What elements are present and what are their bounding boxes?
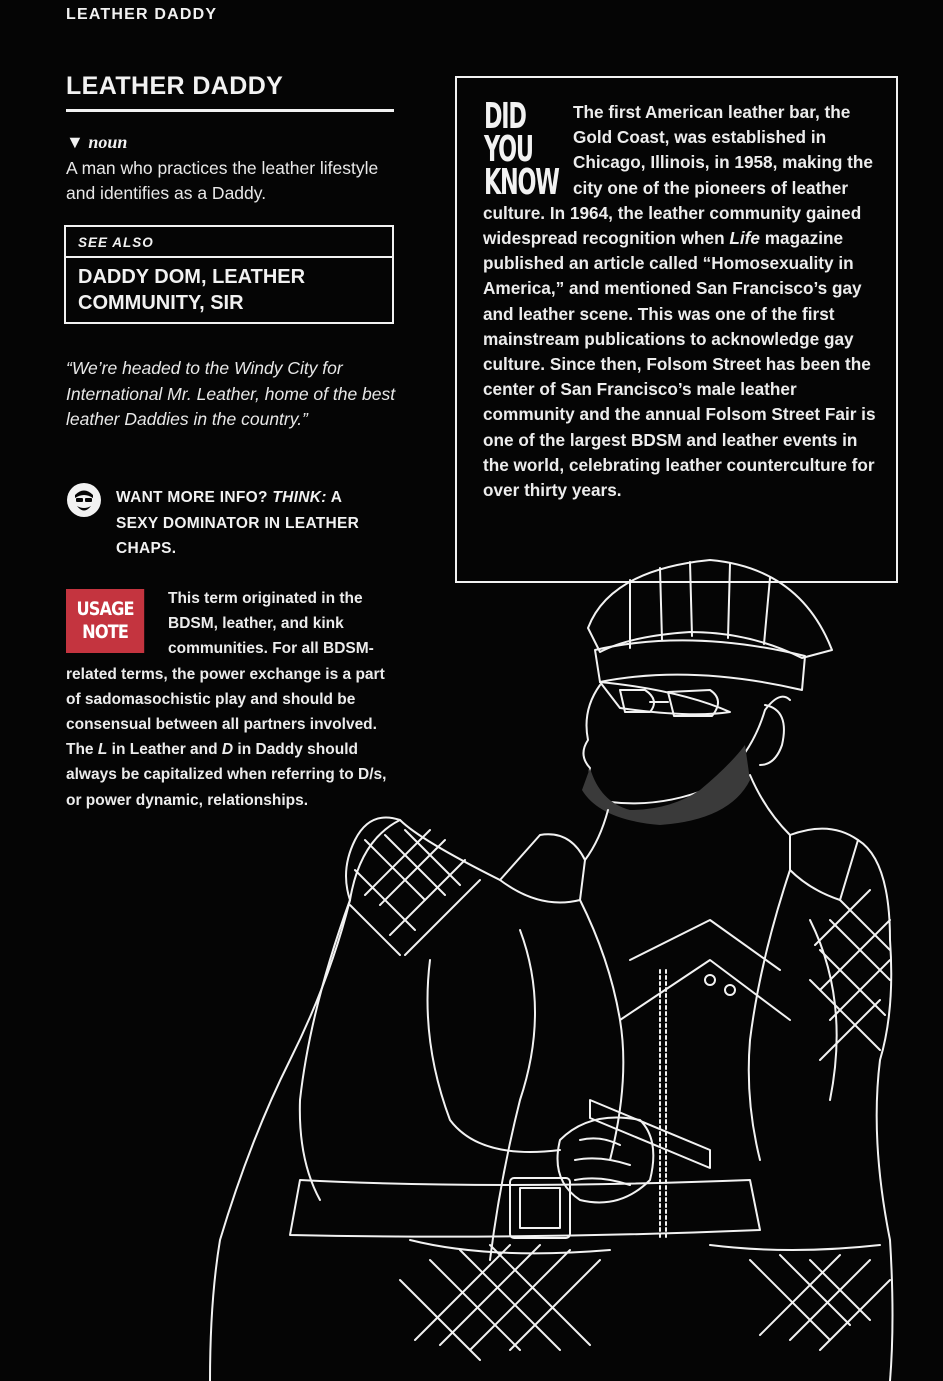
running-head: LEATHER DADDY (66, 6, 218, 23)
example-quote: “We’re headed to the Windy City for International Mr. Leather, home of the best leather Daddies in the country.” (66, 358, 396, 429)
see-also-label: SEE ALSO (66, 227, 392, 258)
face-icon (66, 482, 102, 518)
more-info-lead: WANT MORE INFO? (116, 489, 268, 506)
usage-badge-line-2: NOTE (82, 621, 129, 643)
entry-title: LEATHER DADDY (66, 72, 394, 112)
definition: A man who practices the leather lifestyle and identifies as a Daddy. (66, 158, 379, 203)
did-you-know-text: The first American leather bar, the Gold Coast, was established in Chicago, Illinois, in 1958, making the city one of the pioneers of leather culture. In 1964, the leather community gained widespread recognition when Life magazine published an article called “Homosexuality in America,” and mentioned San Francisco’s gay and leather scene. This was one of the first mainstream publications to acknowledge gay culture. Since then, Folsom Street has been the center of San Francisco’s male leather community and the annual Folsom Street Fair is one of the largest BDSM and leather events in the world, celebrating leather counterculture for over thirty years. (483, 102, 876, 501)
more-info-text: A SEXY DOMINATOR IN LEATHER CHAPS. (116, 489, 360, 557)
see-also-terms: DADDY DOM, LEATHER COMMUNITY, SIR (78, 266, 306, 314)
usage-note-text: This term originated in the BDSM, leather, and kink communities. For all BDSM-related terms, the power exchange is a part of sadomasochistic play and should be consensual between all partners involved. The L in Leather and D in Daddy should always be capitalized when referring to D/s, or power dynamic, relationships. (66, 590, 387, 809)
see-also-box (64, 225, 394, 324)
usage-badge-line-1: USAGE (76, 598, 134, 620)
more-info-think: THINK: (272, 489, 327, 506)
part-of-speech: ▼ noun (66, 132, 128, 152)
leather-man-illustration (190, 540, 943, 1381)
did-you-know-heading: DID YOU KNOW (484, 96, 559, 203)
